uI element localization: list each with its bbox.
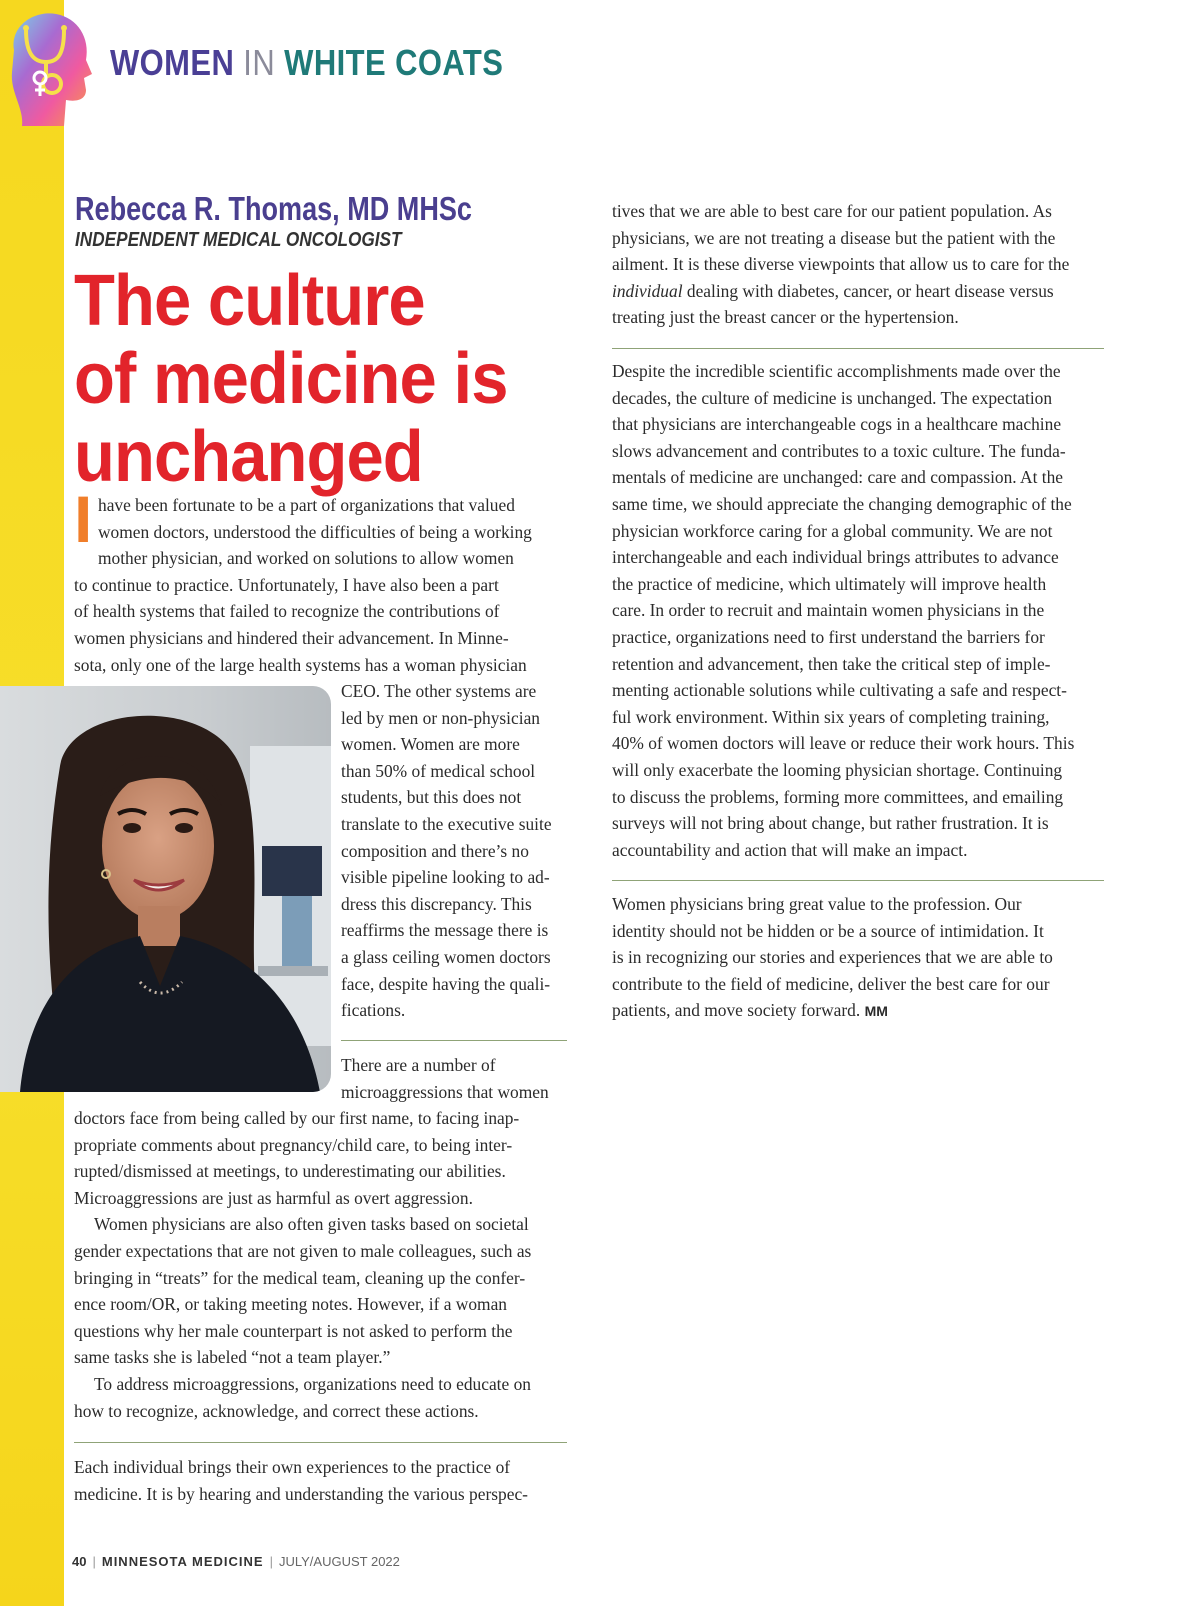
section-divider [74, 1442, 567, 1443]
text-line: Women physicians are also often given tasks based on societal [94, 1214, 529, 1235]
text-line: interchangeable and each individual brings attributes to advance [612, 547, 1059, 568]
text-line: ence room/OR, or taking meeting notes. However, if a woman [74, 1294, 507, 1315]
text-line: ful work environment. Within six years of completing training, [612, 706, 1050, 727]
page-footer [72, 1554, 400, 1569]
text-line: mother physician, and worked on solutions to allow women [98, 548, 514, 569]
text-line: that physicians are interchangeable cogs in a healthcare machine [612, 414, 1062, 435]
text-line: same tasks she is labeled “not a team player.” [74, 1347, 391, 1368]
text-beside-photo [341, 678, 591, 1024]
women-in-white-coats-logo-icon [0, 8, 96, 130]
text-line: same time, we should appreciate the changing demographic of the [612, 493, 1072, 514]
text-line: care. In order to recruit and maintain women physicians in the [612, 600, 1045, 621]
text-line: To address microaggressions, organizations need to educate on [94, 1373, 531, 1394]
text-line: medicine. It is by hearing and understanding the various perspec- [74, 1483, 528, 1504]
text-line: led by men or non-physician [341, 707, 540, 728]
article-headline [74, 262, 540, 496]
each-individual-paragraph [74, 1454, 599, 1507]
text-line: treating just the breast cancer or the hypertension. [612, 307, 959, 328]
text-line [612, 997, 1132, 1025]
text-line: to discuss the problems, forming more committees, and emailing [612, 786, 1064, 807]
text-line: decades, the culture of medicine is unchanged. The expectation [612, 387, 1053, 408]
text-line: to continue to practice. Unfortunately, I have also been a part [74, 574, 499, 595]
headline-line-1: The culture [74, 261, 425, 341]
text-line: face, despite having the quali- [341, 973, 551, 994]
text-line: identity should not be hidden or be a source of intimidation. It [612, 920, 1044, 941]
text-line: bringing in “treats” for the medical team, cleaning up the confer- [74, 1267, 526, 1288]
text-line: women. Women are more [341, 734, 520, 755]
section-divider [612, 880, 1104, 881]
issue-date: JULY/AUGUST 2022 [278, 1554, 400, 1569]
text-line: propriate comments about pregnancy/child care, to being inter- [74, 1134, 513, 1155]
closing-paragraph [612, 891, 1132, 1025]
footer-separator: | [269, 1554, 273, 1569]
footer-separator: | [92, 1554, 96, 1569]
text-line: rupted/dismissed at meetings, to underestimating our abilities. [74, 1161, 506, 1182]
text-line: 40% of women doctors will leave or reduce their work hours. This [612, 733, 1075, 754]
text-line: is in recognizing our stories and experiences that we are able to [612, 947, 1053, 968]
text-line: than 50% of medical school [341, 760, 536, 781]
text-line: women physicians and hindered their advancement. In Minne- [74, 627, 509, 648]
text-line: questions why her male counterpart is not asked to perform the [74, 1320, 513, 1341]
text-line: physician workforce caring for a global community. We are not [612, 520, 1053, 541]
text-line: practice, organizations need to first understand the barriers for [612, 626, 1045, 647]
text-line: have been fortunate to be a part of organizations that valued [98, 495, 515, 515]
text-line: Women physicians bring great value to the profession. Our [612, 894, 1022, 914]
text-run: dealing with diabetes, cancer, or heart disease versus [682, 280, 1054, 301]
intro-paragraph [74, 492, 594, 678]
section-divider [612, 348, 1104, 349]
end-mark: MM [864, 1003, 888, 1020]
drop-cap: I [74, 488, 92, 550]
text-line: surveys will not bring about change, but rather frustration. It is [612, 813, 1049, 834]
text-line: Microaggressions are just as harmful as overt aggression. [74, 1187, 473, 1208]
text-line: sota, only one of the large health systems has a woman physician [74, 654, 527, 675]
text-line: retention and advancement, then take the critical step of imple- [612, 653, 1051, 674]
text-line: There are a number of [341, 1055, 496, 1075]
headline-line-3: unchanged [74, 417, 423, 497]
text-line: physicians, we are not treating a disease but the patient with the [612, 227, 1056, 248]
text-line: students, but this does not [341, 787, 522, 808]
text-line: Each individual brings their own experiences to the practice of [74, 1457, 511, 1477]
text-line: translate to the executive suite [341, 813, 552, 834]
text-line: Despite the incredible scientific accomplishments made over the [612, 361, 1061, 381]
text-line: dress this discrepancy. This [341, 893, 532, 914]
text-line: doctors face from being called by our first name, to facing inap- [74, 1108, 520, 1128]
section-divider [341, 1040, 567, 1041]
text-line: women doctors, understood the difficulties of being a working [98, 521, 532, 542]
text-line: a glass ceiling women doctors [341, 946, 551, 967]
section-header-word-in: IN [243, 42, 276, 83]
text-line: microaggressions that women [341, 1081, 549, 1102]
text-line: will only exacerbate the looming physician shortage. Continuing [612, 759, 1063, 780]
text-line: visible pipeline looking to ad- [341, 867, 550, 888]
despite-paragraph [612, 358, 1132, 863]
text-line: accountability and action that will make an impact. [612, 839, 968, 860]
text-line: of health systems that failed to recognize the contributions of [74, 601, 500, 622]
text-line: the practice of medicine, which ultimately will improve health [612, 573, 1047, 594]
author-title: INDEPENDENT MEDICAL ONCOLOGIST [75, 229, 402, 251]
text-line: mentals of medicine are unchanged: care and compassion. At the [612, 467, 1064, 488]
text-line: slows advancement and contributes to a toxic culture. The funda- [612, 440, 1066, 461]
text-line: how to recognize, acknowledge, and correct these actions. [74, 1400, 479, 1421]
text-line: composition and there’s no [341, 840, 529, 861]
text-run: patients, and move society forward. [612, 1000, 861, 1021]
emphasis-individual: individual [612, 280, 683, 301]
section-header [110, 42, 503, 84]
text-line: fications. [341, 1000, 406, 1021]
text-line: ailment. It is these diverse viewpoints that allow us to care for the [612, 254, 1070, 275]
author-name: Rebecca R. Thomas, MD MHSc [75, 190, 472, 227]
section-header-word-women: WOMEN [110, 42, 235, 83]
microaggressions-paragraph-start [341, 1052, 591, 1105]
text-line: CEO. The other systems are [341, 681, 537, 701]
text-line: reaffirms the message there is [341, 920, 549, 941]
text-line: contribute to the field of medicine, deliver the best care for our [612, 973, 1050, 994]
text-line [612, 278, 1132, 305]
text-line: tives that we are able to best care for our patient population. As [612, 201, 1052, 221]
microaggressions-paragraph [74, 1105, 599, 1424]
magazine-name: MINNESOTA MEDICINE [101, 1554, 264, 1569]
headline-line-2: of medicine is [74, 339, 508, 419]
section-header-word-white-coats: WHITE COATS [284, 42, 504, 83]
page-number: 40 [72, 1554, 87, 1569]
author-portrait-photo [0, 686, 331, 1092]
text-line: gender expectations that are not given to male colleagues, such as [74, 1240, 532, 1261]
perspectives-paragraph [612, 198, 1132, 331]
text-line: menting actionable solutions while cultivating a safe and respect- [612, 680, 1067, 701]
